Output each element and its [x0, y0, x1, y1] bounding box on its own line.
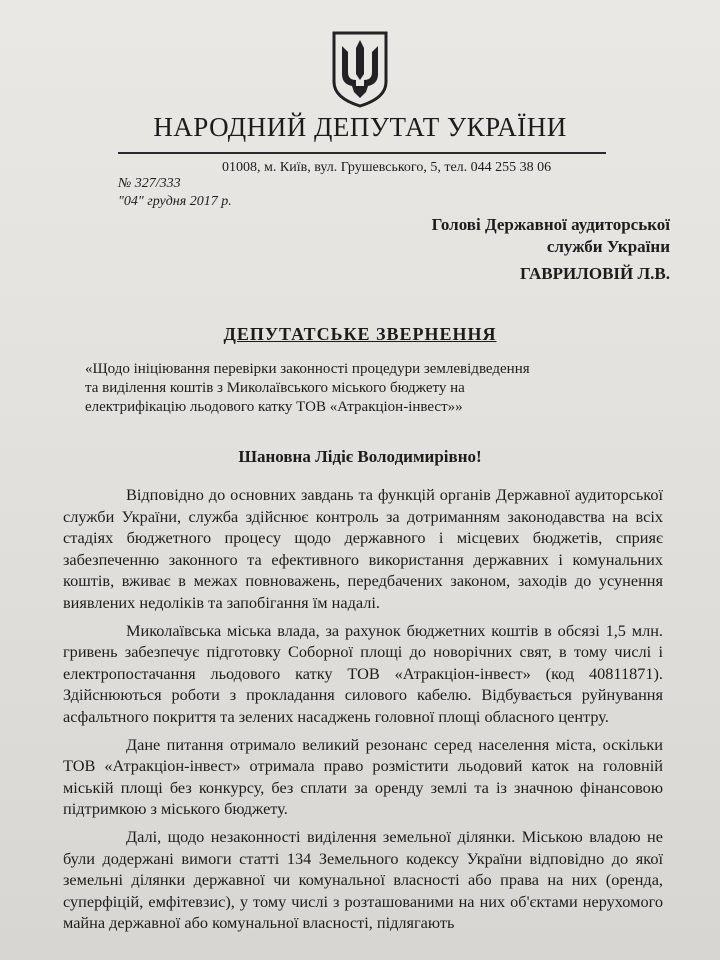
addressee-name: ГАВРИЛОВІЙ Л.В.	[519, 264, 670, 283]
subject-line: та виділення коштів з Миколаївського міського бюджету на	[85, 380, 465, 396]
subject-block	[85, 360, 585, 417]
addressee-line: служби України	[546, 237, 670, 256]
greeting: Шановна Лідіє Володимирівно!	[238, 447, 482, 466]
registration-number: № 327/333	[118, 176, 181, 191]
body-paragraph: Відповідно до основних завдань та функцій органів Державної аудиторської служби України, служба здійснює контроль за дотриманням законодавства на всіх стадіях бюджетного процесу щодо державного і місцевих бюджетів, сприяє забезпеченню законного та ефективного використання державних і комунальних коштів, вживає в межах повноважень, передбачених законом, заходів до усунення виявлених недоліків та запобігання їм надалі.	[63, 485, 663, 612]
subject-line: «Щодо ініціювання перевірки законності процедури землевідведення	[85, 361, 530, 377]
letterhead-divider	[118, 152, 606, 154]
addressee-block	[432, 214, 670, 258]
registration-date: "04" грудня 2017 р.	[118, 194, 232, 209]
letterhead-address: 01008, м. Київ, вул. Грушевського, 5, тел. 044 255 38 06	[222, 160, 552, 175]
document-type-heading: ДЕПУТАТСЬКЕ ЗВЕРНЕННЯ	[223, 324, 497, 344]
letter-body	[63, 484, 663, 940]
subject-line: електрифікацію льодового катку ТОВ «Атракціон-інвест»»	[85, 399, 463, 415]
body-paragraph: Миколаївська міська влада, за рахунок бюджетних коштів в обсязі 1,5 млн. гривень забезпечує підготовку Соборної площі до новорічних свят, в тому числі і електропостачання льодового катку ТОВ «Атракціон-інвест» (код 40811871). Здійснюються роботи з прокладання силового кабелю. Відбувається руйнування асфальтного покриття та зелених насаджень головної площі обласного центру.	[63, 620, 663, 726]
body-paragraph: Дане питання отримало великий резонанс серед населення міста, оскільки ТОВ «Атракціон-інвест» отримала право розмістити льодовий каток на головній міській площі без конкурсу, без сплати за оренду землі та із значною фінансовою підтримкою з міського бюджету.	[63, 734, 663, 819]
body-paragraph: Далі, щодо незаконності виділення земельної ділянки. Міською владою не були додержані вимоги статті 134 Земельного кодексу України відповідно до якої земельні ділянки державної чи комунальної власності або права на них (оренда, суперфіцій, емфітевзис), у тому числі з розташованими на них об'єктами нерухомого майна державної або комунальної власності, підлягають	[63, 826, 663, 933]
addressee-line: Голові Державної аудиторської	[431, 215, 670, 234]
letterhead-title: НАРОДНИЙ ДЕПУТАТ УКРАЇНИ	[153, 112, 567, 142]
trident-coat-of-arms-icon	[330, 30, 390, 108]
